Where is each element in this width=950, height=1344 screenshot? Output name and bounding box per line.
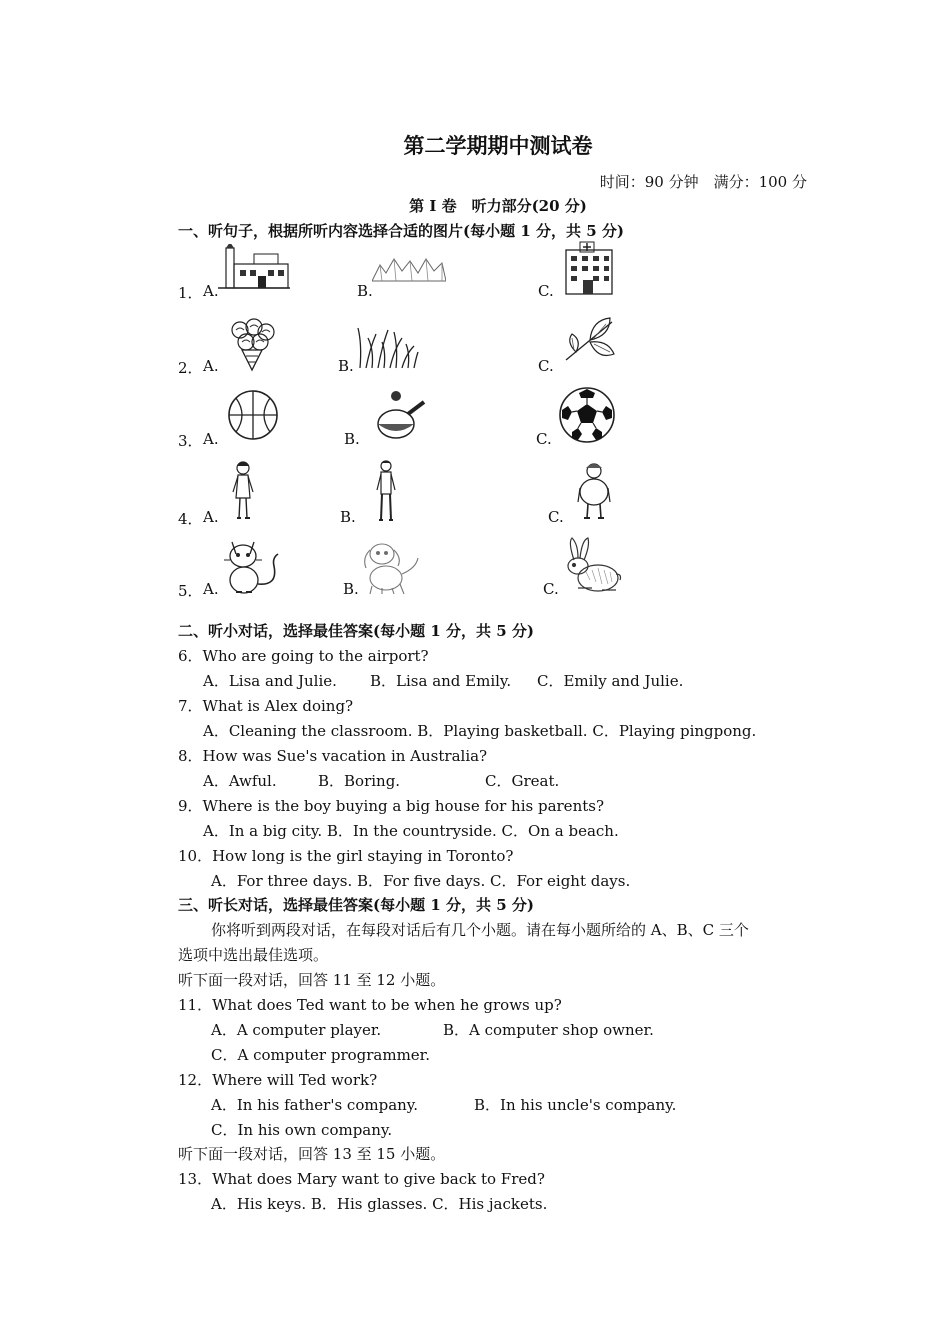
soccer-ball-icon <box>558 386 616 444</box>
hospital-icon <box>562 240 616 296</box>
q5-number: 5． <box>178 582 203 600</box>
q11-option-b: B．A computer shop owner. <box>443 1021 654 1039</box>
section3-heading: 三、听长对话，选择最佳答案(每小题 1 分，共 5 分) <box>178 896 534 914</box>
q9-options: A．In a big city. B．In the countryside. C．On a beach. <box>203 822 619 840</box>
dog-icon <box>360 538 422 596</box>
q5-option-b: B. <box>343 580 359 598</box>
q4-number: 4． <box>178 510 203 528</box>
q8-question: 8．How was Sue's vacation in Australia? <box>178 747 488 765</box>
heavy-man-icon <box>576 462 612 522</box>
q4-option-b: B. <box>340 508 356 526</box>
leaf-icon <box>562 316 618 364</box>
grass-icon <box>356 324 420 370</box>
q2-option-b: B. <box>338 357 354 375</box>
section3-intro-line1: 你将听到两段对话，在每段对话后有几个小题。请在每小题所给的 A、B、C 三个 <box>211 921 749 939</box>
q6-option-a: A．Lisa and Julie. <box>203 672 337 690</box>
q4-option-a: A. <box>203 508 219 526</box>
q1-option-a: A. <box>203 282 219 300</box>
part-heading: 第 Ⅰ 卷 听力部分(20 分) <box>409 197 587 215</box>
mountains-icon <box>372 253 446 283</box>
section3-intro-line2: 选项中选出最佳选项。 <box>178 946 329 964</box>
conversation1-instruction: 听下面一段对话，回答 11 至 12 小题。 <box>178 971 446 989</box>
q1-option-c: C. <box>538 282 554 300</box>
section1-heading: 一、听句子，根据所听内容选择合适的图片(每小题 1 分，共 5 分) <box>178 222 624 240</box>
q6-option-b: B．Lisa and Emily. <box>370 672 512 690</box>
tall-man-icon <box>374 460 398 524</box>
q11-option-c: C．A computer programmer. <box>211 1046 430 1064</box>
q2-option-a: A. <box>203 357 219 375</box>
q8-option-b: B．Boring. <box>318 772 401 790</box>
basketball-icon <box>226 388 280 442</box>
q12-question: 12．Where will Ted work? <box>178 1071 378 1089</box>
cat-icon <box>224 536 282 596</box>
q8-option-a: A．Awful. <box>203 772 277 790</box>
q7-options: A．Cleaning the classroom. B．Playing basketball. C．Playing pingpong. <box>203 722 757 740</box>
q13-options: A．His keys. B．His glasses. C．His jackets. <box>211 1195 548 1213</box>
section2-heading: 二、听小对话，选择最佳答案(每小题 1 分，共 5 分) <box>178 622 534 640</box>
q12-option-c: C．In his own company. <box>211 1121 393 1139</box>
flower-bouquet-icon <box>226 318 278 372</box>
pingpong-paddle-icon <box>372 390 428 442</box>
q5-option-c: C. <box>543 580 559 598</box>
q7-question: 7．What is Alex doing? <box>178 697 354 715</box>
q4-option-c: C. <box>548 508 564 526</box>
q2-option-c: C. <box>538 357 554 375</box>
conversation2-instruction: 听下面一段对话，回答 13 至 15 小题。 <box>178 1145 446 1163</box>
exam-meta: 时间：90 分钟 满分：100 分 <box>599 173 807 191</box>
q5-option-a: A. <box>203 580 219 598</box>
q12-option-b: B．In his uncle's company. <box>474 1096 677 1114</box>
q9-question: 9．Where is the boy buying a big house for his parents? <box>178 797 604 815</box>
q3-option-a: A. <box>203 430 219 448</box>
q10-options: A．For three days. B．For five days. C．For eight days. <box>211 872 631 890</box>
q10-question: 10．How long is the girl staying in Toronto? <box>178 847 514 865</box>
q1-number: 1． <box>178 284 203 302</box>
q3-option-c: C. <box>536 430 552 448</box>
q11-option-a: A．A computer player. <box>211 1021 382 1039</box>
q6-question: 6．Who are going to the airport? <box>178 647 429 665</box>
q1-option-b: B. <box>357 282 373 300</box>
rabbit-icon <box>562 536 622 594</box>
q8-option-c: C．Great. <box>485 772 560 790</box>
q6-option-c: C．Emily and Julie. <box>537 672 684 690</box>
q11-question: 11．What does Ted want to be when he grows up? <box>178 996 562 1014</box>
q12-option-a: A．In his father's company. <box>211 1096 419 1114</box>
q3-number: 3． <box>178 432 203 450</box>
school-building-icon <box>218 244 290 292</box>
girl-figure-icon <box>230 460 256 522</box>
page-title: 第二学期期中测试卷 <box>403 133 593 158</box>
q3-option-b: B. <box>344 430 360 448</box>
q2-number: 2． <box>178 359 203 377</box>
q13-question: 13．What does Mary want to give back to Fred? <box>178 1170 545 1188</box>
